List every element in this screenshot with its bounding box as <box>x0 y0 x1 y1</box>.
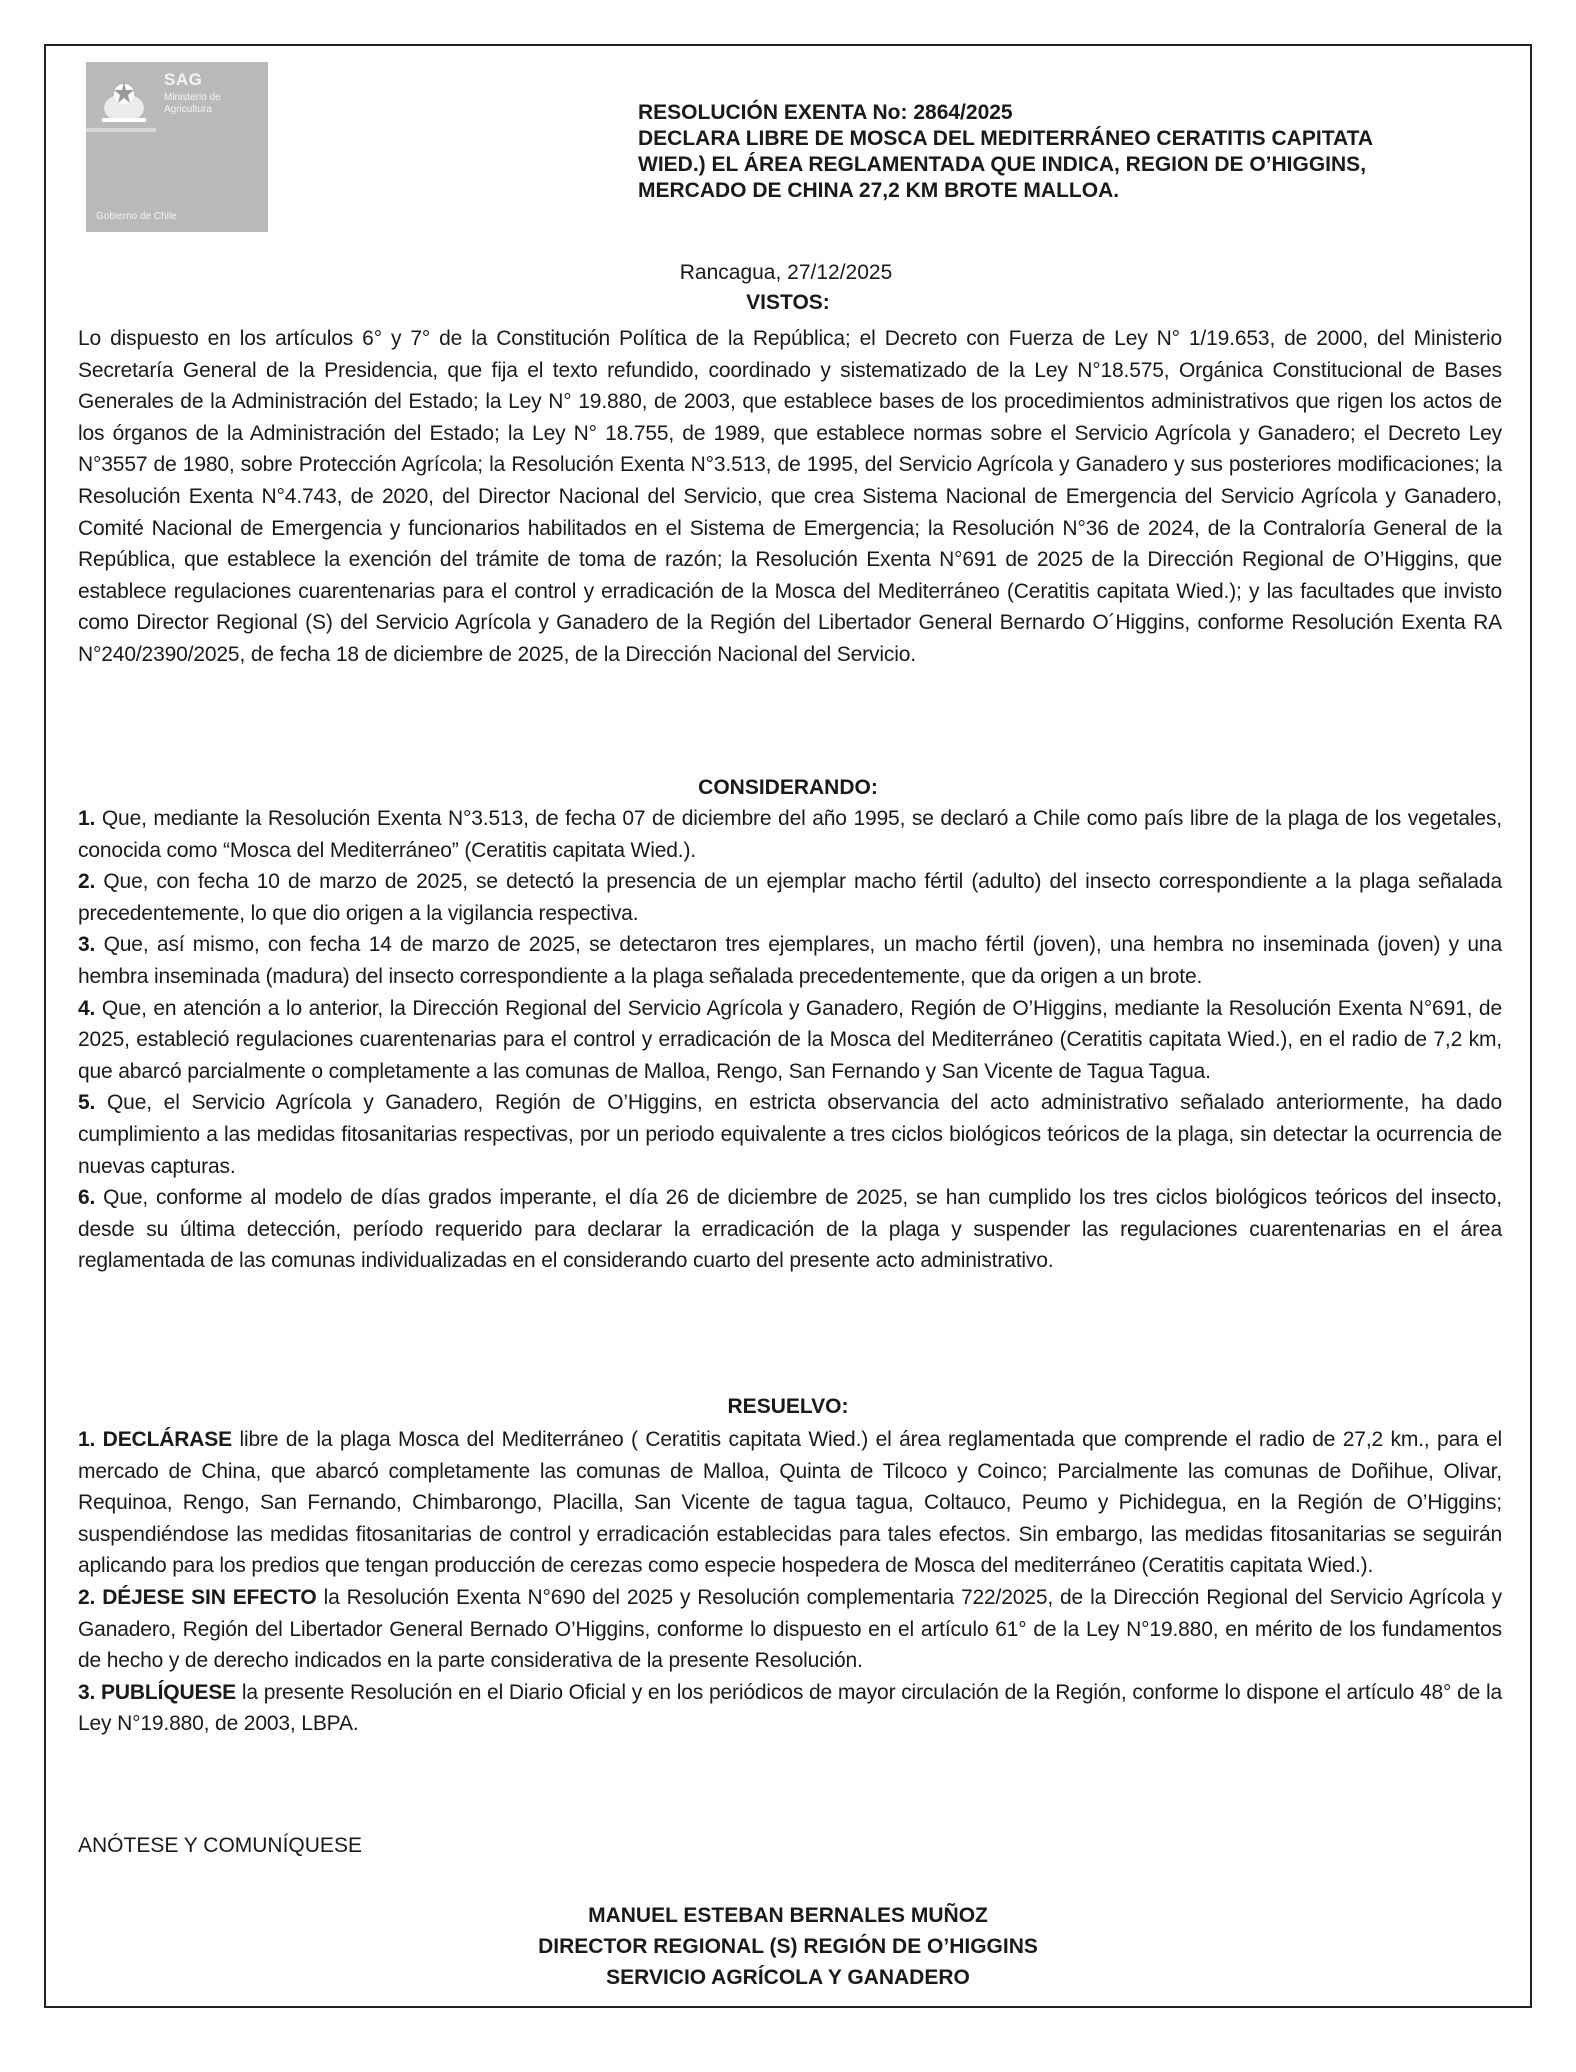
resolution-title-line1: DECLARA LIBRE DE MOSCA DEL MEDITERRÁNEO CERATITIS CAPITATA <box>638 127 1373 150</box>
considerando-text: Que, el Servicio Agrícola y Ganadero, Región de O’Higgins, en estricta observancia del acto administrativo señalado anteriormente, ha dado cumplimiento a las medidas fitosanitarias respectivas, por un periodo equivalente a tres ciclos biológicos teóricos de la plaga, sin detectar la ocurrencia de nuevas capturas. <box>78 1091 1502 1178</box>
resuelvo-list <box>78 1424 1502 1740</box>
resuelvo-num: 2. DÉJESE SIN EFECTO <box>78 1585 317 1609</box>
resuelvo-text: libre de la plaga Mosca del Mediterráneo ( Ceratitis capitata Wied.) el área reglamentada que comprende el radio de 27,2 km., para el mercado de China, que abarcó completamente las comunas de Malloa, Quinta de Tilcoco y Coinco; Parcialmente las comunas de Doñihue, Olivar, Requinoa, Rengo, San Fernando, Chimbarongo, Placilla, San Vicente de tagua tagua, Coltauco, Peumo y Pichidegua, en la Región de O’Higgins; suspendiéndose las medidas fitosanitarias de control y erradicación establecidas para tales efectos. Sin embargo, las medidas fitosanitarias se seguirán aplicando para los predios que tengan producción de cerezas como especie hospedera de Mosca del mediterráneo (Ceratitis capitata Wied.). <box>78 1428 1502 1578</box>
logo-ministry: Ministerio de Agricultura <box>164 92 221 115</box>
resolution-title-line3: MERCADO DE CHINA 27,2 KM BROTE MALLOA. <box>638 179 1120 202</box>
considerando-title: CONSIDERANDO: <box>698 776 878 799</box>
considerando-text: Que, mediante la Resolución Exenta N°3.513, de fecha 07 de diciembre del año 1995, se declaró a Chile como país libre de la plaga de los vegetales, conocida como “Mosca del Mediterráneo” (Ceratitis capitata Wied.). <box>78 807 1502 862</box>
coat-of-arms-icon <box>96 72 152 128</box>
considerando-num: 3. <box>78 933 96 957</box>
resuelvo-num: 1. DECLÁRASE <box>78 1428 233 1451</box>
vistos-title: VISTOS: <box>746 291 830 314</box>
vistos-text: Lo dispuesto en los artículos 6° y 7° de la Constitución Política de la República; el Decreto con Fuerza de Ley N° 1/19.653, de 2000, del Ministerio Secretaría General de la Presidencia, que fija el texto refundido, coordinado y sistematizado de la Ley N°18.575, Orgánica Constitucional de Bases Generales de la Administración del Estado; la Ley N° 19.880, de 2003, que establece bases de los procedimientos administrativos que rigen los actos de los órganos de la Administración del Estado; la Ley N° 18.755, de 1989, que establece normas sobre el Servicio Agrícola y Ganadero; el Decreto Ley N°3557 de 1980, sobre Protección Agrícola; la Resolución Exenta N°3.513, de 1995, del Servicio Agrícola y Ganadero y sus posteriores modificaciones; la Resolución Exenta N°4.743, de 2020, del Director Nacional del Servicio, que crea Sistema Nacional de Emergencia del Servicio Agrícola y Ganadero, Comité Nacional de Emergencia y funcionarios habilitados en el Sistema de Emergencia; la Resolución N°36 de 2024, de la Contraloría General de la República, que establece la exención del trámite de toma de razón; la Resolución Exenta N°691 de 2025 de la Dirección Regional de O’Higgins, que establece regulaciones cuarentenarias para el control y erradicación de la Mosca del Mediterráneo (Ceratitis capitata Wied.); y las facultades que invisto como Director Regional (S) del Servicio Agrícola y Ganadero de la Región del Libertador General Bernardo O´Higgins, conforme Resolución Exenta RA N°240/2390/2025, de fecha 18 de diciembre de 2025, de la Dirección Nacional del Servicio. <box>78 327 1502 666</box>
considerando-num: 1. <box>78 807 96 830</box>
signer-name: MANUEL ESTEBAN BERNALES MUÑOZ <box>588 1904 988 1927</box>
place-date-text: Rancagua, 27/12/2025 <box>679 261 893 284</box>
considerando-text: Que, conforme al modelo de días grados imperante, el día 26 de diciembre de 2025, se han cumplido los tres ciclos biológicos teóricos del insecto, desde su última detección, período requerido para declarar la erradicación de la plaga y suspender las regulaciones cuarentenarias en el área reglamentada de las comunas individualizadas en el considerando cuarto del presente acto administrativo. <box>78 1186 1502 1273</box>
resuelvo-title: RESUELVO: <box>727 1395 849 1418</box>
considerando-item <box>78 866 1502 929</box>
considerando-item <box>78 1087 1502 1182</box>
resuelvo-item <box>78 1424 1502 1582</box>
considerando-num: 5. <box>78 1091 96 1115</box>
closing-formula: ANÓTESE Y COMUNÍQUESE <box>78 1834 362 1857</box>
resuelvo-item <box>78 1677 1502 1740</box>
logo-org: SAG <box>164 70 203 89</box>
resolution-header <box>638 100 1500 204</box>
considerando-text: Que, en atención a lo anterior, la Dirección Regional del Servicio Agrícola y Ganadero, Región de O’Higgins, mediante la Resolución Exenta N°691, de 2025, estableció regulaciones cuarentenarias para el control y erradicación de la Mosca del Mediterráneo (Ceratitis capitata Wied.), en el radio de 7,2 km, que abarcó parcialmente o completamente a las comunas de Malloa, Rengo, San Fernando y San Vicente de Tagua Tagua. <box>78 996 1502 1083</box>
signer-service: SERVICIO AGRÍCOLA Y GANADERO <box>606 1966 970 1989</box>
resolution-number: RESOLUCIÓN EXENTA No: 2864/2025 <box>638 101 1013 124</box>
resuelvo-text: la presente Resolución en el Diario Oficial y en los periódicos de mayor circulación de la Región, conforme lo dispone el artículo 48° de la Ley N°19.880, de 2003, LBPA. <box>78 1680 1503 1736</box>
considerando-list <box>78 803 1502 1277</box>
considerando-num: 2. <box>78 870 96 894</box>
resolution-title-line2: WIED.) EL ÁREA REGLAMENTADA QUE INDICA, REGION DE O’HIGGINS, <box>638 153 1367 176</box>
place-date <box>0 260 1576 286</box>
logo-stripe <box>86 128 156 132</box>
considerando-item <box>78 803 1502 866</box>
considerando-text: Que, con fecha 10 de marzo de 2025, se detectó la presencia de un ejemplar macho fértil (adulto) del insecto correspondiente a la plaga señalada precedentemente, lo que dio origen a la vigilancia respectiva. <box>78 870 1502 925</box>
resuelvo-item <box>78 1582 1502 1677</box>
considerando-num: 6. <box>78 1186 96 1210</box>
resuelvo-text: la Resolución Exenta N°690 del 2025 y Resolución complementaria 722/2025, de la Dirección Regional del Servicio Agrícola y Ganadero, Región del Libertador General Bernado O’Higgins, conforme lo dispuesto en el artículo 61° de la Ley N°19.880, en mérito de los fundamentos de hecho y de derecho indicados en la parte considerativa de la presente Resolución. <box>78 1585 1502 1673</box>
considerando-item <box>78 1182 1502 1277</box>
signer-position: DIRECTOR REGIONAL (S) REGIÓN DE O’HIGGINS <box>538 1935 1038 1958</box>
considerando-item <box>78 929 1502 992</box>
logo-government: Gobierno de Chile <box>96 211 177 222</box>
considerando-num: 4. <box>78 996 96 1020</box>
considerando-text: Que, así mismo, con fecha 14 de marzo de 2025, se detectaron tres ejemplares, un macho fértil (joven), una hembra no inseminada (joven) y una hembra inseminada (madura) del insecto correspondiente a la plaga señalada precedentemente, que da origen a un brote. <box>78 933 1502 988</box>
considerando-item <box>78 993 1502 1088</box>
sag-logo <box>86 62 268 232</box>
resuelvo-num: 3. PUBLÍQUESE <box>78 1680 237 1704</box>
